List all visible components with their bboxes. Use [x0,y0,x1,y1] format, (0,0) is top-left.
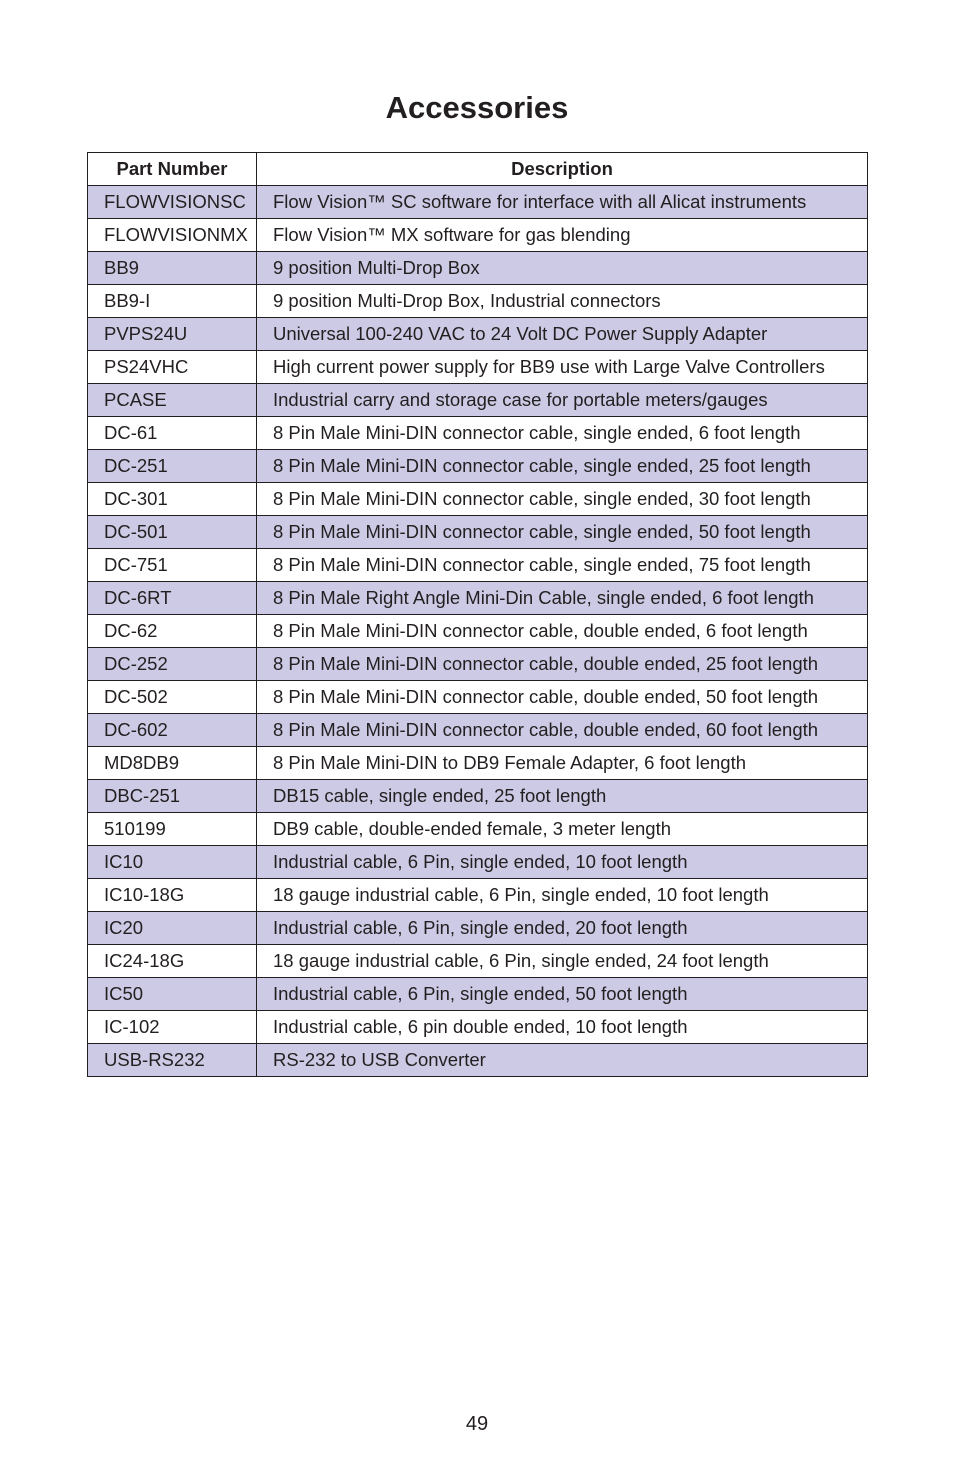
accessories-table [87,152,868,1077]
description-cell: Industrial carry and storage case for portable meters/gauges [257,384,868,417]
description-cell: 8 Pin Male Right Angle Mini-Din Cable, single ended, 6 foot length [257,582,868,615]
part-number-cell: USB-RS232 [88,1044,257,1077]
part-number-cell: DC-252 [88,648,257,681]
table-row [88,219,868,252]
description-cell: 8 Pin Male Mini-DIN connector cable, double ended, 60 foot length [257,714,868,747]
table-row [88,516,868,549]
part-number-cell: PCASE [88,384,257,417]
table-row [88,813,868,846]
part-number-cell: 510199 [88,813,257,846]
part-number-cell: MD8DB9 [88,747,257,780]
table-row [88,351,868,384]
part-number-cell: BB9 [88,252,257,285]
description-cell: 9 position Multi-Drop Box [257,252,868,285]
part-number-cell: PS24VHC [88,351,257,384]
description-cell: 8 Pin Male Mini-DIN connector cable, double ended, 25 foot length [257,648,868,681]
table-row [88,978,868,1011]
description-cell: 8 Pin Male Mini-DIN connector cable, single ended, 25 foot length [257,450,868,483]
column-header-part-number: Part Number [88,153,257,186]
description-cell: 8 Pin Male Mini-DIN connector cable, single ended, 30 foot length [257,483,868,516]
table-row [88,747,868,780]
part-number-cell: DC-61 [88,417,257,450]
table-row [88,846,868,879]
page-number: 49 [465,1413,489,1435]
description-cell: 8 Pin Male Mini-DIN connector cable, single ended, 50 foot length [257,516,868,549]
part-number-cell: IC-102 [88,1011,257,1044]
part-number-cell: IC10-18G [88,879,257,912]
table-row [88,384,868,417]
description-cell: 18 gauge industrial cable, 6 Pin, single ended, 10 foot length [257,879,868,912]
description-cell: Industrial cable, 6 Pin, single ended, 20 foot length [257,912,868,945]
column-header-description: Description [257,153,868,186]
table-row [88,582,868,615]
description-cell: 8 Pin Male Mini-DIN connector cable, double ended, 50 foot length [257,681,868,714]
table-row [88,417,868,450]
table-row [88,648,868,681]
part-number-cell: IC24-18G [88,945,257,978]
table-row [88,285,868,318]
description-cell: 9 position Multi-Drop Box, Industrial connectors [257,285,868,318]
table-row [88,450,868,483]
table-row [88,252,868,285]
part-number-cell: IC20 [88,912,257,945]
description-cell: DB9 cable, double-ended female, 3 meter length [257,813,868,846]
table-row [88,1044,868,1077]
part-number-cell: IC50 [88,978,257,1011]
table-header-row [88,153,868,186]
part-number-cell: DC-502 [88,681,257,714]
description-cell: 8 Pin Male Mini-DIN connector cable, single ended, 75 foot length [257,549,868,582]
table-row [88,681,868,714]
description-cell: Universal 100-240 VAC to 24 Volt DC Power Supply Adapter [257,318,868,351]
part-number-cell: IC10 [88,846,257,879]
part-number-cell: DC-62 [88,615,257,648]
part-number-cell: DBC-251 [88,780,257,813]
part-number-cell: DC-602 [88,714,257,747]
description-cell: Flow Vision™ MX software for gas blending [257,219,868,252]
part-number-cell: FLOWVISIONSC [88,186,257,219]
description-cell: 8 Pin Male Mini-DIN connector cable, double ended, 6 foot length [257,615,868,648]
table-row [88,615,868,648]
part-number-cell: DC-251 [88,450,257,483]
table-row [88,714,868,747]
description-cell: Flow Vision™ SC software for interface with all Alicat instruments [257,186,868,219]
part-number-cell: DC-6RT [88,582,257,615]
part-number-cell: FLOWVISIONMX [88,219,257,252]
description-cell: 8 Pin Male Mini-DIN to DB9 Female Adapter, 6 foot length [257,747,868,780]
description-cell: Industrial cable, 6 Pin, single ended, 50 foot length [257,978,868,1011]
description-cell: Industrial cable, 6 Pin, single ended, 10 foot length [257,846,868,879]
description-cell: 18 gauge industrial cable, 6 Pin, single ended, 24 foot length [257,945,868,978]
table-row [88,186,868,219]
table-row [88,912,868,945]
table-row [88,945,868,978]
table-row [88,549,868,582]
part-number-cell: DC-301 [88,483,257,516]
table-row [88,780,868,813]
description-cell: Industrial cable, 6 pin double ended, 10 foot length [257,1011,868,1044]
part-number-cell: BB9-I [88,285,257,318]
table-row [88,318,868,351]
part-number-cell: DC-751 [88,549,257,582]
part-number-cell: PVPS24U [88,318,257,351]
table-row [88,483,868,516]
description-cell: High current power supply for BB9 use with Large Valve Controllers [257,351,868,384]
page-title: Accessories [385,90,569,125]
table-row [88,879,868,912]
description-cell: 8 Pin Male Mini-DIN connector cable, single ended, 6 foot length [257,417,868,450]
description-cell: DB15 cable, single ended, 25 foot length [257,780,868,813]
part-number-cell: DC-501 [88,516,257,549]
table-body [88,186,868,1077]
table-row [88,1011,868,1044]
description-cell: RS-232 to USB Converter [257,1044,868,1077]
